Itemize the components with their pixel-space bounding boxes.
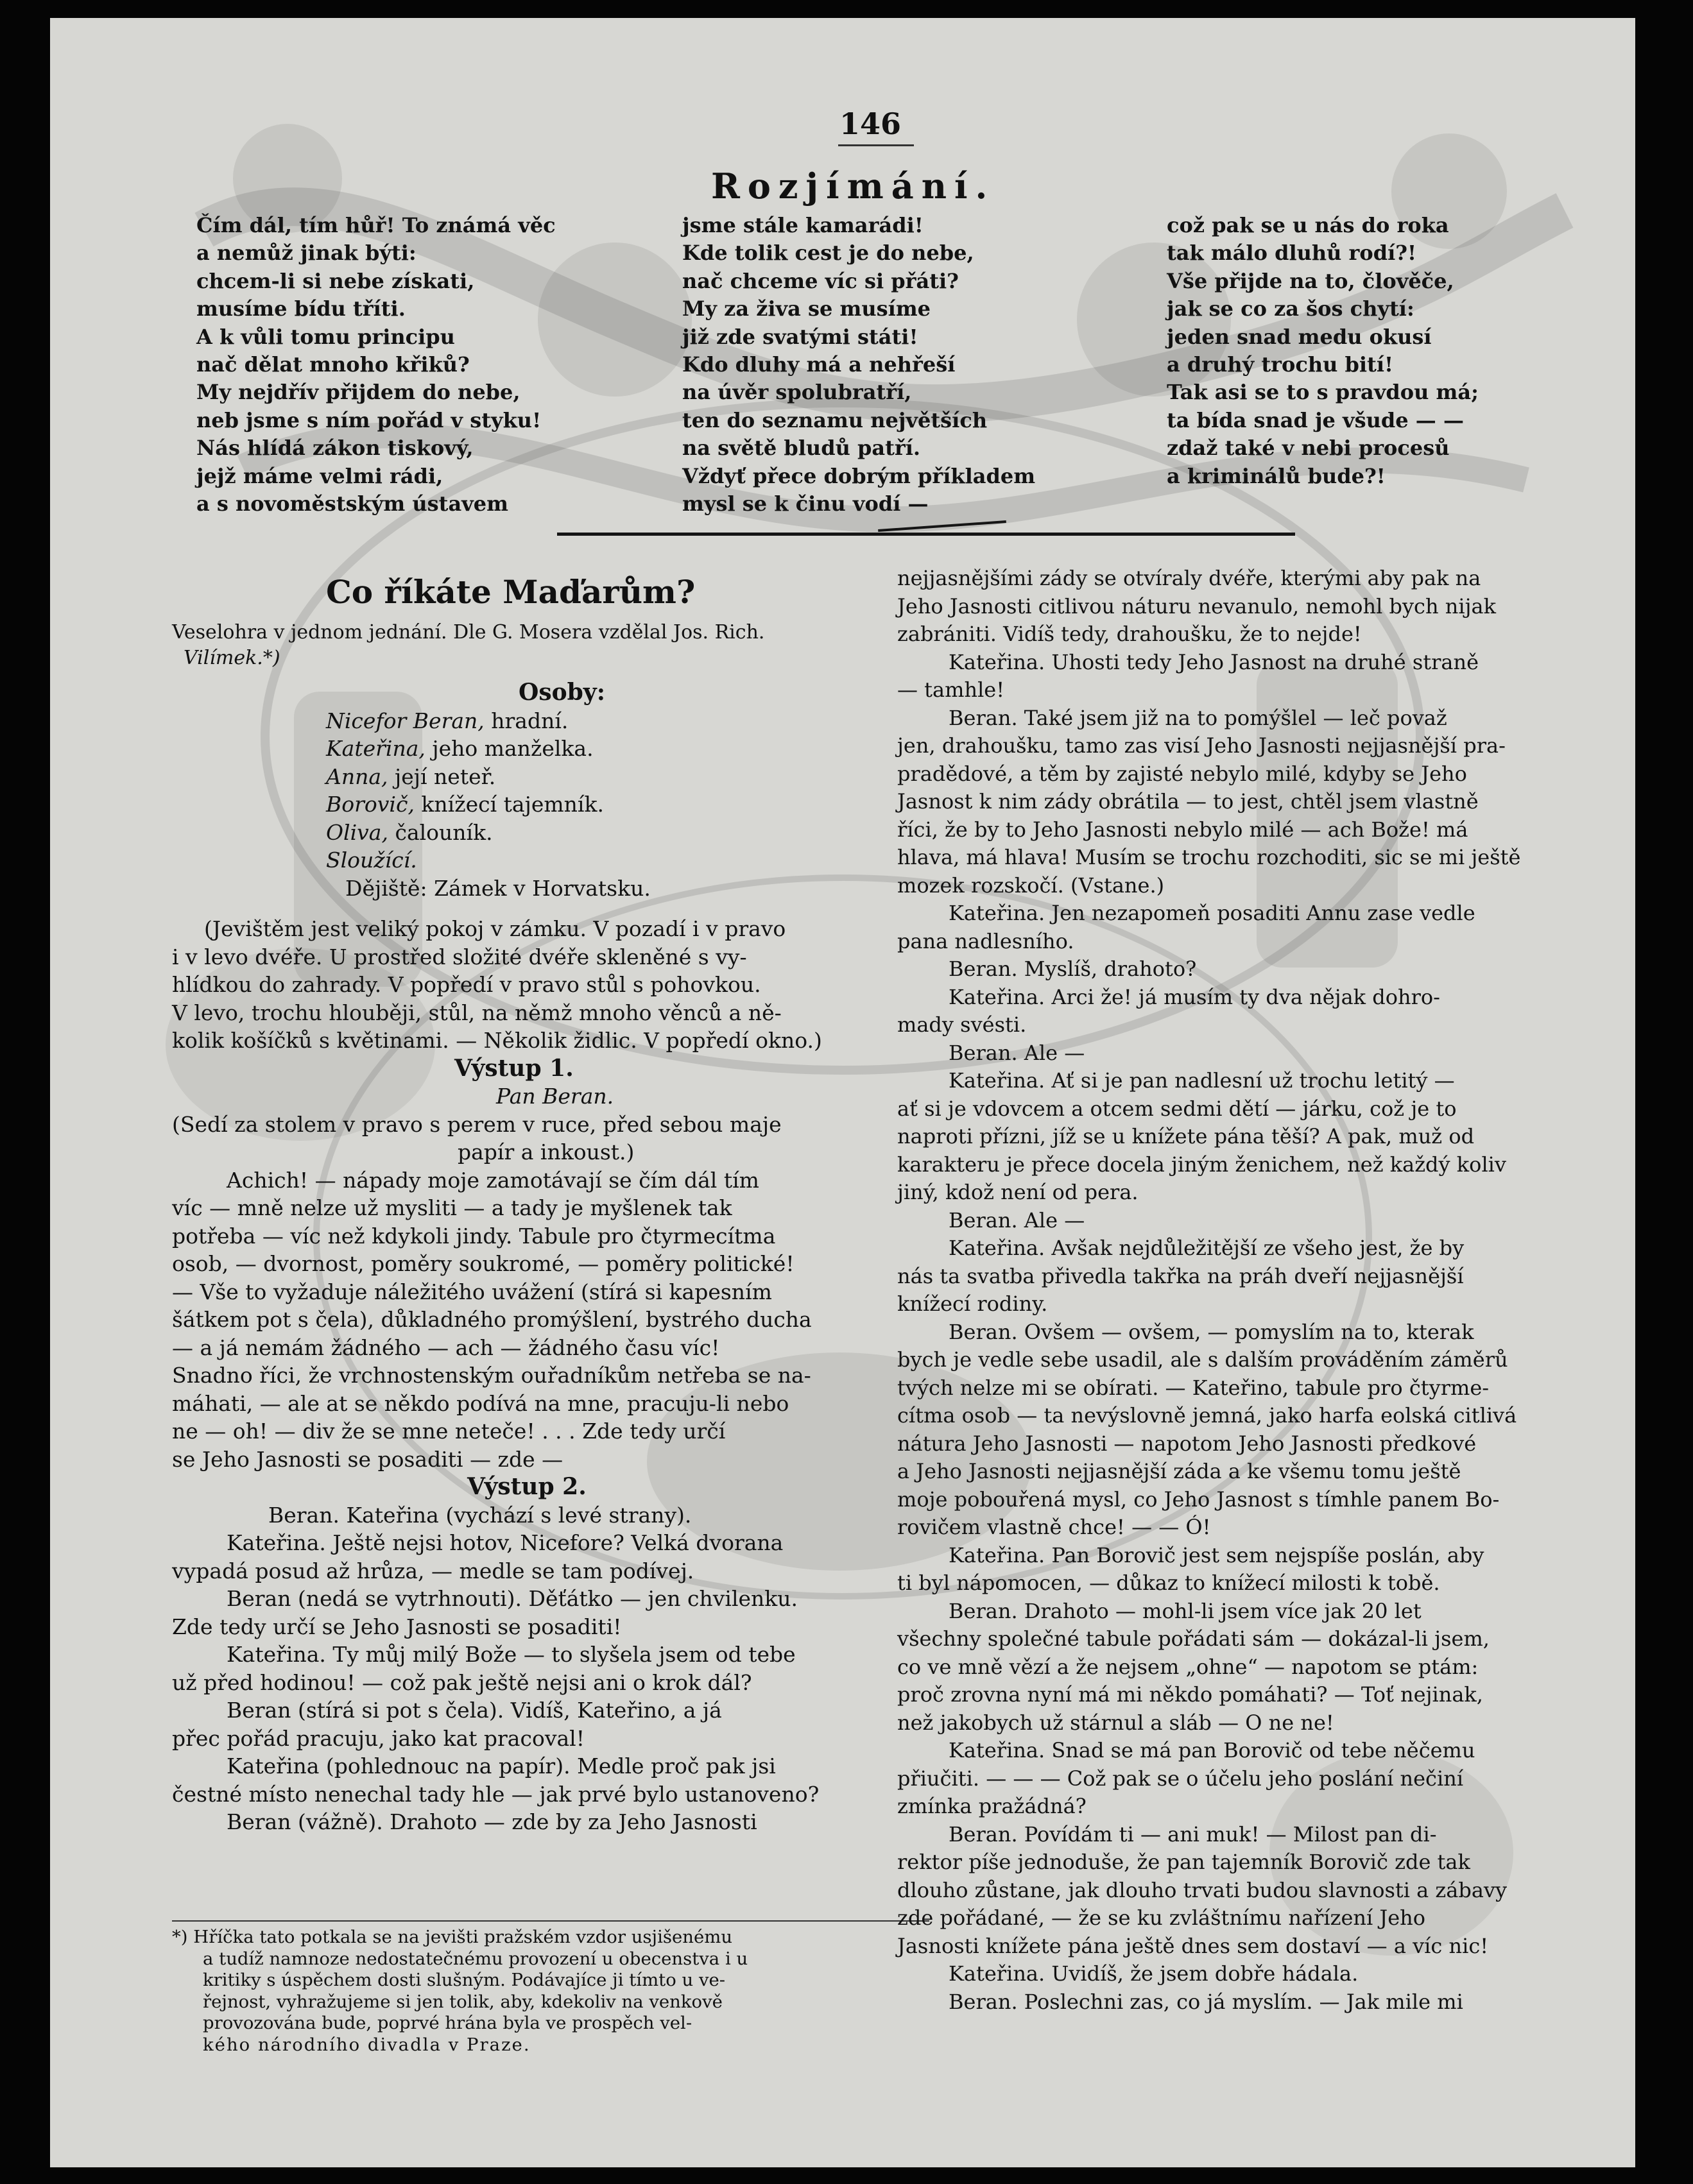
scene-1-text: máhati, — ale at se někdo podívá na mne, pracuju-li nebo xyxy=(172,1390,789,1416)
poem-line: a nemůž jinak býti: xyxy=(196,241,417,266)
dialogue-line: dlouho zůstane, jak dlouho trvati budou slavnosti a zábavy xyxy=(897,1877,1508,1902)
dialogue-line: nás ta svatba přivedla takřka na práh dveří nejjasnější xyxy=(897,1263,1464,1288)
scene-1-text: ne — oh! — div že se mne neteče! . . . Zde tedy určí xyxy=(172,1419,726,1444)
poem-line: tak málo dluhů rodí?! xyxy=(1167,241,1417,266)
character-role: hradní. xyxy=(484,708,569,733)
dialogue-line: ať si je vdovcem a otcem sedmi dětí — járku, což je to xyxy=(897,1096,1457,1121)
scene-2-heading: Výstup 2. xyxy=(467,1473,587,1500)
dialogue-line: — tamhle! xyxy=(897,678,1005,702)
poem-line: a druhý trochu bití! xyxy=(1167,352,1394,377)
footnote-line: kritiky s úspěchem dosti slušným. Podávajíce ji tímto u ve- xyxy=(203,1970,726,1990)
character-role: knížecí tajemník. xyxy=(414,792,604,817)
dialogue-line: přec pořád pracuju, jako kat pracoval! xyxy=(172,1725,585,1751)
footnote xyxy=(172,1927,936,2056)
osoby-heading: Osoby: xyxy=(519,679,606,706)
scene-1-text: osob, — dvornost, poměry soukromé, — poměry politické! xyxy=(172,1251,795,1276)
poem-column-3 xyxy=(1167,212,1479,490)
dialogue-line: Kateřina. Avšak nejdůležitější ze všeho jest, že by xyxy=(949,1236,1465,1260)
stage-direction-line: i v levo dvéře. U prostřed složité dvéře skleněné s vy- xyxy=(172,944,747,969)
scene-1-text: se Jeho Jasnosti se posaditi — zde — xyxy=(172,1446,563,1472)
setting-line: Dějiště: Zámek v Horvatsku. xyxy=(345,875,651,901)
rozjimani-title: Rozjímání. xyxy=(711,166,995,207)
play-left-column xyxy=(172,679,929,1836)
poem-line: chcem-li si nebe získati, xyxy=(196,268,475,293)
scene-1-text: — a já nemám žádného — ach — žádného času víc! xyxy=(172,1335,720,1360)
dialogue-line: a Jeho Jasnosti nejjasnější záda a ke všemu tomu ještě xyxy=(897,1459,1461,1483)
character-row xyxy=(172,707,929,735)
dialogue-line: Beran. Kateřina (vychází s levé strany). xyxy=(268,1502,692,1528)
poem-line: Tak asi se to s pravdou má; xyxy=(1167,380,1479,405)
dialogue-line: bych je vedle sebe usadil, ale s dalším prováděním záměrů xyxy=(897,1347,1508,1372)
character-row xyxy=(172,819,929,847)
dialogue-line: Jeho Jasnosti citlivou náturu nevanulo, nemohl bych nijak xyxy=(897,593,1496,619)
dialogue-line: proč zrovna nyní má mi někdo pomáhati? — Toť nejinak, xyxy=(897,1682,1483,1707)
poem-line: a kriminálů bude?! xyxy=(1167,463,1386,488)
dialogue-line: zabrániti. Vidíš tedy, drahoušku, že to nejde! xyxy=(897,622,1362,646)
dialogue-line: vypadá posud až hrůza, — medle se tam podívej. xyxy=(172,1558,694,1583)
dialogue-line: už před hodinou! — což pak ještě nejsi ani o krok dál? xyxy=(172,1669,752,1695)
poem-line: ten do seznamu největších xyxy=(682,407,988,432)
dialogue-line: cítma osob — ta nevýslovně jemná, jako harfa eolská citlivá xyxy=(897,1403,1517,1428)
dialogue-line: Kateřina. Ještě nejsi hotov, Nicefore? Velká dvorana xyxy=(227,1530,784,1555)
page-number-rule xyxy=(838,144,914,146)
dialogue-line: Beran. Myslíš, drahoto? xyxy=(949,957,1197,981)
poem-line: na úvěr spolubratří, xyxy=(682,380,912,405)
dialogue-line: než jakobych už stárnul a sláb — O ne ne! xyxy=(897,1710,1334,1735)
dialogue-line: Kateřina. Snad se má pan Borovič od tebe něčemu xyxy=(949,1738,1475,1762)
scene-1-text: Snadno říci, že vrchnostenským ouřadníkům netřeba se na- xyxy=(172,1363,811,1388)
poem-line: mysl se k činu vodí — xyxy=(682,491,929,516)
dialogue-line: pana nadlesního. xyxy=(897,928,1074,953)
dialogue-line: Kateřina. Ať si je pan nadlesní už trochu letitý — xyxy=(949,1068,1455,1093)
dialogue-line: Kateřina. Jen nezapomeň posaditi Annu zase vedle xyxy=(949,901,1475,925)
dialogue-line: čestné místo nenechal tady hle — jak prvé bylo ustanoveno? xyxy=(172,1781,820,1807)
poem-line: jsme stále kamarádi! xyxy=(682,213,924,237)
poem-line: My nejdřív přijdem do nebe, xyxy=(196,380,520,405)
poem-line: Nás hlídá zákon tiskový, xyxy=(196,436,474,461)
stage-direction-line: (Jevištěm jest veliký pokoj v zámku. V pozadí i v pravo xyxy=(204,916,786,941)
footnote-line: *) Hříčka tato potkala se na jevišti pražském vzdor usjišenému xyxy=(172,1927,733,1947)
newspaper-page xyxy=(50,18,1635,2167)
poem-line: Kde tolik cest je do nebe, xyxy=(682,241,974,266)
dialogue-line: tvých nelze mi se obírati. — Kateřino, tabule pro čtyrme- xyxy=(897,1375,1490,1400)
dialogue-line: Beran. Ale — xyxy=(949,1040,1085,1065)
poem-line: Vše přijde na to, člověče, xyxy=(1167,268,1454,293)
dialogue-line: Kateřina. Pan Borovič jest sem nejspíše poslán, aby xyxy=(949,1542,1484,1567)
dialogue-line: knížecí rodiny. xyxy=(897,1292,1048,1316)
footnote-line: kého národního divadla v Praze. xyxy=(203,2034,531,2055)
dialogue-line: jiný, kdož není od pera. xyxy=(897,1180,1139,1204)
dialogue-line: zmínka pražádná? xyxy=(897,1794,1087,1818)
poem-line: neb jsme s ním pořád v styku! xyxy=(196,407,542,432)
dialogue-line: Beran. Také jsem již na to pomýšlel — leč považ xyxy=(949,705,1447,730)
dialogue-line: Kateřina. Uvidíš, že jsem dobře hádala. xyxy=(949,1961,1359,1986)
dialogue-line: rovičem vlastně chce! — — Ó! xyxy=(897,1515,1211,1539)
dialogue-line: jen, drahoušku, tamo zas visí Jeho Jasnosti nejjasnější pra- xyxy=(897,733,1506,758)
poem-line: ta bída snad je všude — — xyxy=(1167,407,1464,432)
dialogue-line: hlava, má hlava! Musím se trochu rozchoditi, sic se mi ještě xyxy=(897,845,1521,869)
dialogue-line: říci, že by to Jeho Jasnosti nebylo milé — ach Bože! má xyxy=(897,817,1468,842)
character-role: jeho manželka. xyxy=(425,736,594,761)
poem-line: jeden snad medu okusí xyxy=(1167,324,1432,349)
footnote-line: a tudíž namnoze nedostatečnému provození u obecenstva i u xyxy=(203,1948,748,1969)
footnote-line: provozována bude, poprvé hrána byla ve prospěch vel- xyxy=(203,2013,692,2033)
dialogue-line: Beran (vážně). Drahoto — zde by za Jeho Jasnosti xyxy=(227,1809,757,1834)
dialogue-line: karakteru je přece docela jiným ženichem, než každý koliv xyxy=(897,1152,1506,1177)
character-role: čalouník. xyxy=(388,819,493,845)
scene-1-text: šátkem pot s čela), důkladného promýšlení, bystrého ducha xyxy=(172,1307,812,1332)
dialogue-line: ti byl nápomocen, — důkaz to knížecí milosti k tobě. xyxy=(897,1571,1440,1595)
scene-1-text: Achich! — nápady moje zamotávají se čím dál tím xyxy=(227,1167,759,1193)
dialogue-line: Jasnost k nim zády obrátila — to jest, chtěl jsem vlastně xyxy=(897,789,1479,814)
scene-1-text: — Vše to vyžaduje náležitého uvážení (stírá si kapesním xyxy=(172,1279,772,1304)
poem-line: musíme bídu tříti. xyxy=(196,296,406,321)
character-row xyxy=(172,735,929,763)
stage-direction-line: kolik košíčků s květinami. — Několik židlic. V popředí okno.) xyxy=(172,1028,822,1053)
character-row xyxy=(172,763,929,791)
poem-line: a s novoměstským ústavem xyxy=(196,491,508,516)
poem-line: zdaž také v nebi procesů xyxy=(1167,436,1450,461)
dialogue-line: zde pořádané, — že se ku zvláštnímu nařízení Jeho xyxy=(897,1906,1426,1930)
character-name: Sloužící. xyxy=(326,848,417,873)
dialogue-line: moje pobouřená mysl, co Jeho Jasnost s tímhle panem Bo- xyxy=(897,1487,1500,1512)
character-name: Oliva, xyxy=(326,819,388,845)
play-subtitle xyxy=(172,620,929,671)
dialogue-line: Zde tedy určí se Jeho Jasnosti se posaditi! xyxy=(172,1614,622,1639)
dialogue-line: co ve mně vězí a že nejsem „ohne“ — napotom se ptám: xyxy=(897,1654,1479,1679)
dialogue-line: Beran. Povídám ti — ani muk! — Milost pan di- xyxy=(949,1821,1437,1847)
play-title: Co říkáte Maďarům? xyxy=(326,573,696,611)
dialogue-line: Kateřina. Uhosti tedy Jeho Jasnost na druhé straně xyxy=(949,649,1479,674)
section-divider xyxy=(557,533,1295,536)
poem-line: což pak se u nás do roka xyxy=(1167,213,1449,237)
character-name: Nicefor Beran, xyxy=(326,708,485,733)
footnote-line: řejnost, vyhražujeme si jen tolik, aby, kdekoliv na venkově xyxy=(203,1991,723,2012)
dialogue-line: přiučiti. — — — Což pak se o účelu jeho poslání nečiní xyxy=(897,1766,1464,1791)
poem-line: jejž máme velmi rádi, xyxy=(196,463,443,488)
scene-1-direction: papír a inkoust.) xyxy=(458,1139,635,1165)
dialogue-line: naproti přízni, jíž se u knížete pána těší? A pak, muž od xyxy=(897,1124,1475,1148)
poem-line: Čím dál, tím hůř! To známá věc xyxy=(196,213,556,237)
poem-line: na světě bludů patří. xyxy=(682,436,921,461)
dialogue-line: nátura Jeho Jasnosti — napotom Jeho Jasnosti předkové xyxy=(897,1431,1477,1456)
stage-direction-line: V levo, trochu hlouběji, stůl, na němž mnoho věnců a ně- xyxy=(172,1000,782,1025)
dialogue-line: Beran (nedá se vytrhnouti). Děťátko — jen chvilenku. xyxy=(227,1586,798,1611)
poem-line: Kdo dluhy má a nehřeší xyxy=(682,352,956,377)
dialogue-line: Kateřina (pohlednouc na papír). Medle proč pak jsi xyxy=(227,1753,776,1779)
poem-line: nač chceme víc si přáti? xyxy=(682,268,959,293)
poem-line: nač dělat mnoho křiků? xyxy=(196,352,470,377)
play-right-column xyxy=(897,565,1610,2016)
character-name: Borovič, xyxy=(326,792,415,817)
scene-1-text: potřeba — víc než kdykoli jindy. Tabule pro čtyrmecítma xyxy=(172,1223,776,1249)
dialogue-line: nejjasnějšími zády se otvíraly dvéře, kterými aby pak na xyxy=(897,566,1481,590)
dialogue-line: mozek rozskočí. (Vstane.) xyxy=(897,873,1165,898)
subtitle-line: Veselohra v jednom jednání. Dle G. Mosera vzdělal Jos. Rich. xyxy=(172,621,765,644)
scene-1-heading: Výstup 1. xyxy=(454,1054,574,1082)
dialogue-line: Kateřina. Arci že! já musím ty dva nějak dohro- xyxy=(949,984,1440,1009)
poem-column-2 xyxy=(682,212,1035,518)
poem-line: A k vůli tomu principu xyxy=(196,324,455,349)
scene-1-direction: (Sedí za stolem v pravo s perem v ruce, před sebou maje xyxy=(172,1111,782,1137)
dialogue-line: rektor píše jednoduše, že pan tajemník Borovič zde tak xyxy=(897,1850,1470,1874)
dialogue-line: Beran. Drahoto — mohl-li jsem více jak 20 let xyxy=(949,1598,1422,1623)
poem-line: již zde svatými státi! xyxy=(682,324,918,349)
character-name: Kateřina, xyxy=(326,736,425,761)
character-row xyxy=(172,846,929,874)
scene-1-character: Pan Beran. xyxy=(496,1084,614,1109)
character-name: Anna, xyxy=(326,764,388,789)
dialogue-line: Jasnosti knížete pána ještě dnes sem dostaví — a víc nic! xyxy=(897,1933,1489,1958)
section-divider-flourish xyxy=(878,520,1006,532)
subtitle-line: Vilímek.*) xyxy=(184,647,280,669)
dialogue-line: Beran. Ovšem — ovšem, — pomyslím na to, kterak xyxy=(949,1319,1474,1344)
dialogue-line: všechny společné tabule pořádati sám — dokázal-li jsem, xyxy=(897,1626,1490,1651)
poem-line: Vždyť přece dobrým příkladem xyxy=(682,463,1036,488)
dialogue-line: mady svésti. xyxy=(897,1012,1027,1037)
dialogue-line: Beran (stírá si pot s čela). Vidíš, Kateřino, a já xyxy=(227,1698,722,1723)
footnote-rule xyxy=(172,1920,929,1922)
dialogue-line: Beran. Poslechni zas, co já myslím. — Jak mile mi xyxy=(949,1989,1463,2014)
dialogue-line: Beran. Ale — xyxy=(949,1207,1085,1233)
poem-line: My za živa se musíme xyxy=(682,296,931,321)
poem-line: jak se co za šos chytí: xyxy=(1167,296,1414,321)
page-number: 146 xyxy=(839,107,902,141)
scene-1-text: víc — mně nelze už mysliti — a tady je myšlenek tak xyxy=(172,1195,732,1220)
poem-column-1 xyxy=(196,212,556,518)
dialogue-line: Kateřina. Ty můj milý Bože — to slyšela jsem od tebe xyxy=(227,1642,796,1667)
stage-direction-line: hlídkou do zahrady. V popředí v pravo stůl s pohovkou. xyxy=(172,972,761,997)
dialogue-line: pradědové, a těm by zajisté nebylo milé, kdyby se Jeho xyxy=(897,761,1467,786)
character-row xyxy=(172,790,929,819)
character-role: její neteř. xyxy=(388,764,496,789)
